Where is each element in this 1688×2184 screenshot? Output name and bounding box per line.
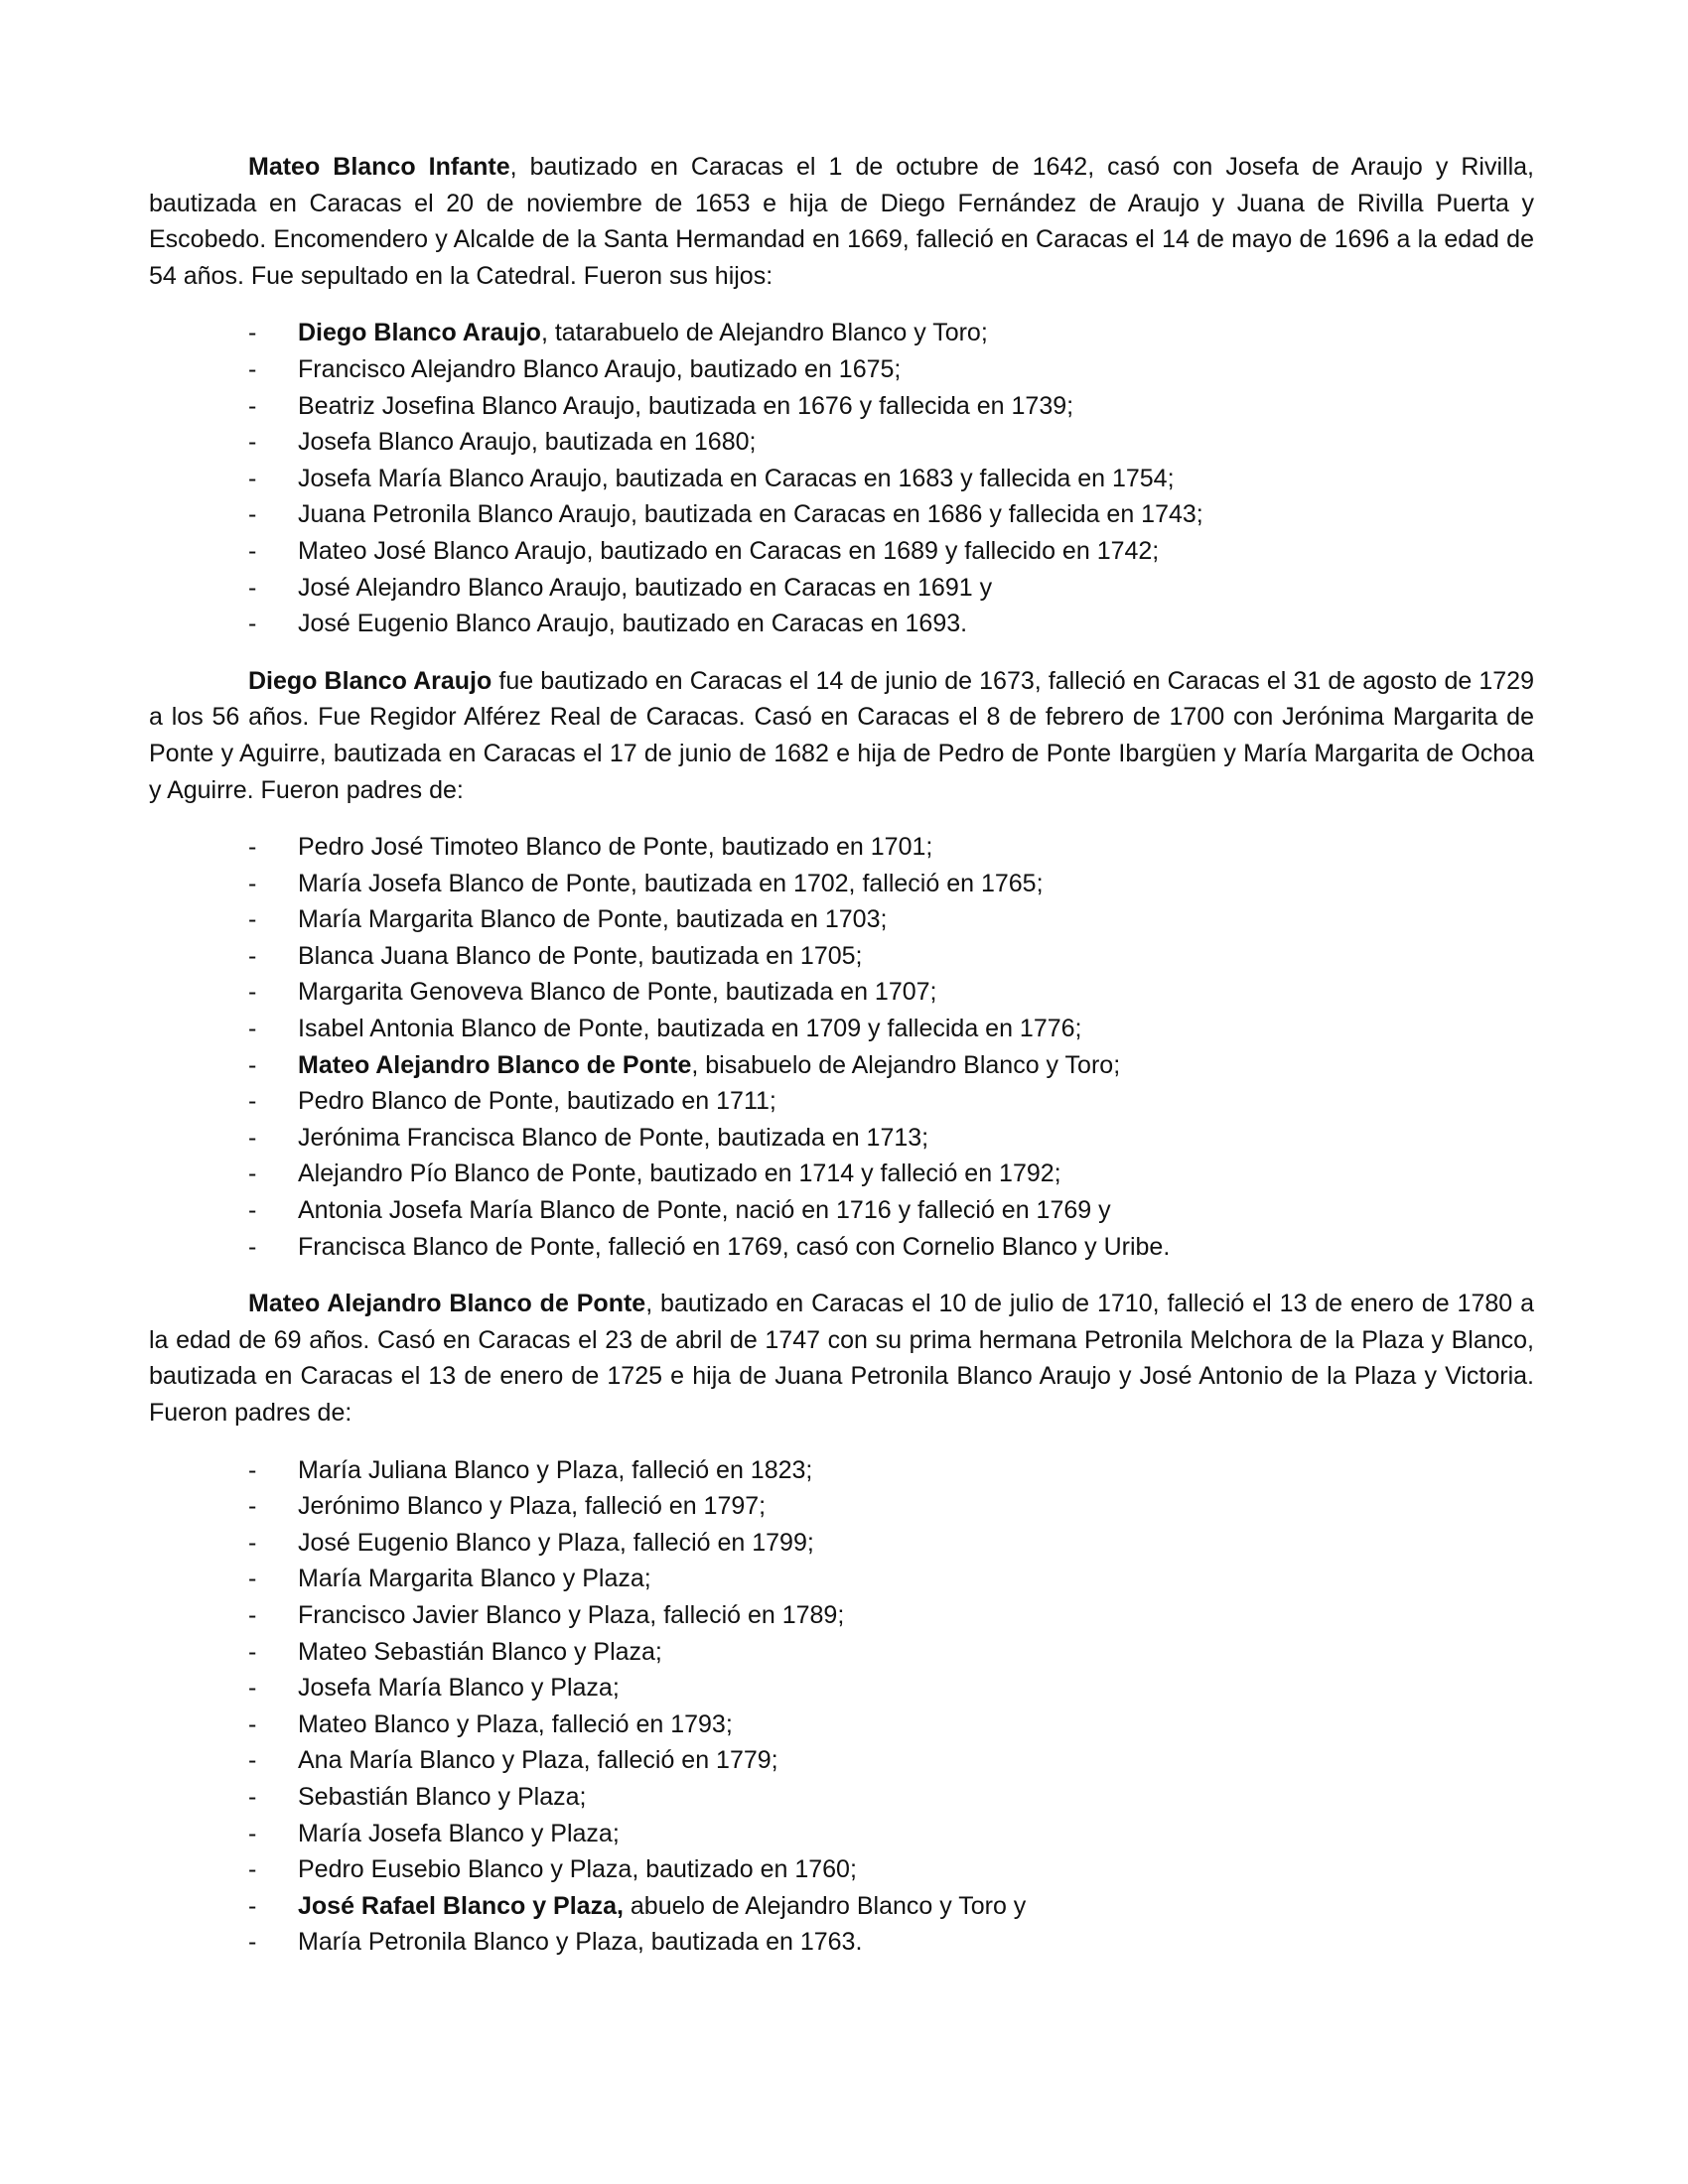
list-item: - María Margarita Blanco de Ponte, bautizada en 1703; <box>248 905 888 934</box>
paragraph-mateo-alejandro-blanco-de-ponte <box>149 1286 1534 1431</box>
list-item: - Alejandro Pío Blanco de Ponte, bautizado en 1714 y falleció en 1792; <box>248 1160 1061 1188</box>
list-item: - María Josefa Blanco de Ponte, bautizada en 1702, falleció en 1765; <box>248 869 1044 897</box>
list-item: - Juana Petronila Blanco Araujo, bautizada en Caracas en 1686 y fallecida en 1743; <box>248 500 1203 529</box>
list-item: - José Eugenio Blanco y Plaza, falleció en 1799; <box>248 1528 814 1557</box>
list-item: - Isabel Antonia Blanco de Ponte, bautizada en 1709 y fallecida en 1776; <box>248 1015 1082 1043</box>
list-item: - Blanca Juana Blanco de Ponte, bautizada en 1705; <box>248 941 863 970</box>
list-item: - José Rafael Blanco y Plaza, abuelo de Alejandro Blanco y Toro y <box>248 1891 1027 1920</box>
list-item: - Francisca Blanco de Ponte, falleció en 1769, casó con Cornelio Blanco y Uribe. <box>248 1232 1171 1261</box>
list-item: - Mateo José Blanco Araujo, bautizado en Caracas en 1689 y fallecido en 1742; <box>248 536 1160 565</box>
list-item: - Margarita Genoveva Blanco de Ponte, bautizada en 1707; <box>248 978 937 1007</box>
paragraph-diego-blanco-araujo <box>149 663 1534 808</box>
paragraph-mateo-blanco-infante <box>149 149 1534 294</box>
list-item: - Mateo Sebastián Blanco y Plaza; <box>248 1637 662 1666</box>
list-item: - Jerónimo Blanco y Plaza, falleció en 1797; <box>248 1492 767 1521</box>
list-item: - José Alejandro Blanco Araujo, bautizado en Caracas en 1691 y <box>248 573 993 602</box>
list-item: - María Margarita Blanco y Plaza; <box>248 1565 651 1593</box>
list-item: - Josefa María Blanco Araujo, bautizada en Caracas en 1683 y fallecida en 1754; <box>248 464 1175 492</box>
children-list-1 <box>149 315 1534 641</box>
list-item: - Pedro Blanco de Ponte, bautizado en 1711; <box>248 1087 776 1116</box>
list-item: - Francisco Alejandro Blanco Araujo, bautizado en 1675; <box>248 354 902 383</box>
paragraph-heading-name: Mateo Alejandro Blanco de Ponte <box>248 1290 646 1318</box>
list-item: - Diego Blanco Araujo, tatarabuelo de Alejandro Blanco y Toro; <box>248 319 988 347</box>
list-item: - José Eugenio Blanco Araujo, bautizado en Caracas en 1693. <box>248 610 968 638</box>
paragraph-body: , bautizado en Caracas el 1 de octubre de 1642, casó con Josefa de Araujo y Rivilla, bautizada en Caracas el 20 de noviembre de 1653 e hija de Diego Fernández de Araujo y Juana de Rivilla Puerta y Escobedo. Encomendero y Alcalde de la Santa Hermandad en 1669, falleció en Caracas el 14 de mayo de 1696 a la edad de 54 años. Fue sepultado en la Catedral. Fueron sus hijos: <box>149 153 1534 290</box>
list-item: - María Josefa Blanco y Plaza; <box>248 1819 620 1847</box>
list-item: - Pedro José Timoteo Blanco de Ponte, bautizado en 1701; <box>248 833 933 862</box>
list-item: - Beatriz Josefina Blanco Araujo, bautizada en 1676 y fallecida en 1739; <box>248 391 1074 420</box>
document-page <box>149 149 1534 1961</box>
list-item: - María Juliana Blanco y Plaza, falleció en 1823; <box>248 1455 813 1484</box>
paragraph-heading-name: Diego Blanco Araujo <box>248 666 492 695</box>
list-item: - Jerónima Francisca Blanco de Ponte, bautizada en 1713; <box>248 1123 929 1152</box>
list-item: - Mateo Blanco y Plaza, falleció en 1793; <box>248 1709 733 1738</box>
list-item: - Josefa María Blanco y Plaza; <box>248 1674 620 1703</box>
list-item: - Pedro Eusebio Blanco y Plaza, bautizado en 1760; <box>248 1855 857 1884</box>
paragraph-body: , bautizado en Caracas el 10 de julio de 1710, falleció el 13 de enero de 1780 a la edad de 69 años. Casó en Caracas el 23 de abril de 1747 con su prima hermana Petronila Melchora de la Plaza y Blanco, bautizada en Caracas el 13 de enero de 1725 e hija de Juana Petronila Blanco Araujo y José Antonio de la Plaza y Victoria. Fueron padres de: <box>149 1290 1534 1427</box>
list-item: - Josefa Blanco Araujo, bautizada en 1680; <box>248 428 757 457</box>
list-item: - Sebastián Blanco y Plaza; <box>248 1782 587 1811</box>
paragraph-heading-name: Mateo Blanco Infante <box>248 153 510 181</box>
children-list-2 <box>149 829 1534 1265</box>
paragraph-body: fue bautizado en Caracas el 14 de junio de 1673, falleció en Caracas el 31 de agosto de 1729 a los 56 años. Fue Regidor Alférez Real de Caracas. Casó en Caracas el 8 de febrero de 1700 con Jerónima Margarita de Ponte y Aguirre, bautizada en Caracas el 17 de junio de 1682 e hija de Pedro de Ponte Ibargüen y María Margarita de Ochoa y Aguirre. Fueron padres de: <box>149 666 1534 804</box>
children-list-3 <box>149 1452 1534 1961</box>
list-item: - María Petronila Blanco y Plaza, bautizada en 1763. <box>248 1928 863 1957</box>
list-item: - Ana María Blanco y Plaza, falleció en 1779; <box>248 1746 778 1775</box>
list-item: - Mateo Alejandro Blanco de Ponte, bisabuelo de Alejandro Blanco y Toro; <box>248 1050 1121 1079</box>
list-item: - Antonia Josefa María Blanco de Ponte, nació en 1716 y falleció en 1769 y <box>248 1196 1111 1225</box>
list-item: - Francisco Javier Blanco y Plaza, falleció en 1789; <box>248 1600 845 1629</box>
